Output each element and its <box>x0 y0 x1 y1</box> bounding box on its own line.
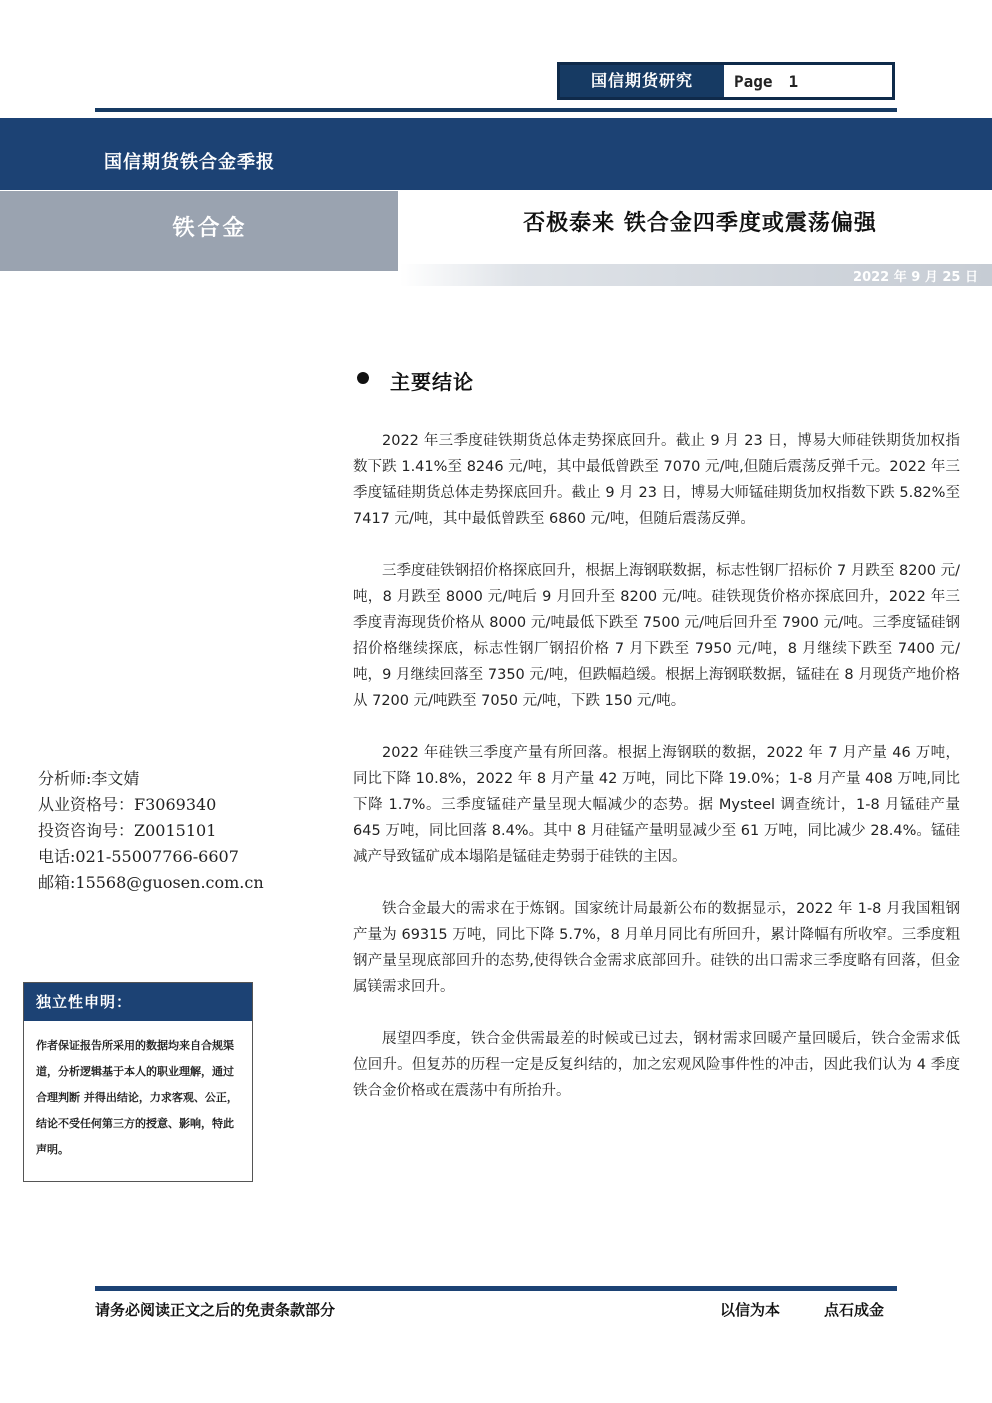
report-date: 2022 年 9 月 25 日 <box>853 270 978 285</box>
analyst-phone: 电话:021-55007766-6607 <box>38 847 239 866</box>
sector-name: 铁合金 <box>172 215 248 241</box>
series-name: 国信期货铁合金季报 <box>104 152 275 173</box>
paragraph-2: 三季度硅铁钢招价格探底回升，根据上海钢联数据，标志性钢厂招标价 7 月跌至 8200 元/吨，8 月跌至 8000 元/吨后 9 月回升至 8200 元/吨。硅铁现货价格亦探底回升，2022 年三季度青海现货价格从 8000 元/吨最低下跌至 7500 元/吨后回升至 7900 元/吨。三季度锰硅钢招价格继续探底，标志性钢厂钢招价格 7 月下跌至 7950 元/吨，8 月继续下跌至 7400 元/吨，9 月继续回落至 7350 元/吨，但跌幅趋缓。根据上海钢联数据，锰硅在 8 月现货产地价格从 7200 元/吨跌至 7050 元/吨，下跌 150 元/吨。 <box>353 563 960 709</box>
paragraph-4: 铁合金最大的需求在于炼钢。国家统计局最新公布的数据显示，2022 年 1-8 月我国粗钢产量为 69315 万吨，同比下降 5.7%，8 月单月同比有所回升，累计降幅有所收窄。三季度粗钢产量呈现底部回升的态势,使得铁合金需求底部回升。硅铁的出口需求三季度略有回落，但金属镁需求回升。 <box>353 901 960 995</box>
disclaimer-title: 独立性申明： <box>24 983 252 1021</box>
section-title: 主要结论 <box>390 370 474 394</box>
footer-slogan-1: 以信为本 <box>720 1301 781 1319</box>
paragraph-1: 2022 年三季度硅铁期货总体走势探底回升。截止 9 月 23 日，博易大师硅铁期货加权指数下跌 1.41%至 8246 元/吨，其中最低曾跌至 7070 元/吨,但随后震荡反弹千元。2022 年三季度锰硅期货总体走势探底回升。截止 9 月 23 日，博易大师锰硅期货加权指数下跌 5.82%至 7417 元/吨，其中最低曾跌至 6860 元/吨，但随后震荡反弹。 <box>353 433 960 527</box>
footer-slogan-2: 点石成金 <box>824 1301 885 1319</box>
analyst-email: 邮箱:15568@guosen.com.cn <box>38 873 264 892</box>
header-divider <box>95 108 897 112</box>
bullet-icon <box>357 372 369 384</box>
analyst-consult-number: 投资咨询号：Z0015101 <box>38 821 217 840</box>
page-number: Page 1 <box>734 72 799 91</box>
report-title: 否极泰来 铁合金四季度或震荡偏强 <box>523 210 877 236</box>
paragraph-5: 展望四季度，铁合金供需最差的时候或已过去，钢材需求回暖产量回暖后，铁合金需求低位回升。但复苏的历程一定是反复纠结的，加之宏观风险事件性的冲击，因此我们认为 4 季度铁合金价格或在震荡中有所抬升。 <box>353 1031 960 1099</box>
org-label: 国信期货研究 <box>560 65 724 97</box>
conclusion-body <box>353 428 960 1130</box>
analyst-qualification: 从业资格号：F3069340 <box>38 795 217 814</box>
footer-disclaimer-note: 请务必阅读正文之后的免责条款部分 <box>95 1301 336 1319</box>
analyst-info <box>38 766 264 896</box>
disclaimer-body: 作者保证报告所采用的数据均来自合规渠道，分析逻辑基于本人的职业理解，通过合理判断 并得出结论，力求客观、公正，结论不受任何第三方的授意、影响，特此声明。 <box>36 1039 238 1156</box>
footer-divider <box>95 1286 897 1291</box>
analyst-name: 分析师:李文婧 <box>38 769 140 788</box>
paragraph-3: 2022 年硅铁三季度产量有所回落。根据上海钢联的数据，2022 年 7 月产量 46 万吨，同比下降 10.8%，2022 年 8 月产量 42 万吨，同比下降 19.0%；1-8 月产量 408 万吨,同比下降 1.7%。三季度锰硅产量呈现大幅减少的态势。据 Mysteel 调查统计，1-8 月锰硅产量 645 万吨，同比回落 8.4%。其中 8 月硅锰产量明显减少至 61 万吨，同比减少 28.4%。锰硅减产导致锰矿成本塌陷是锰硅走势弱于硅铁的主因。 <box>353 745 960 865</box>
